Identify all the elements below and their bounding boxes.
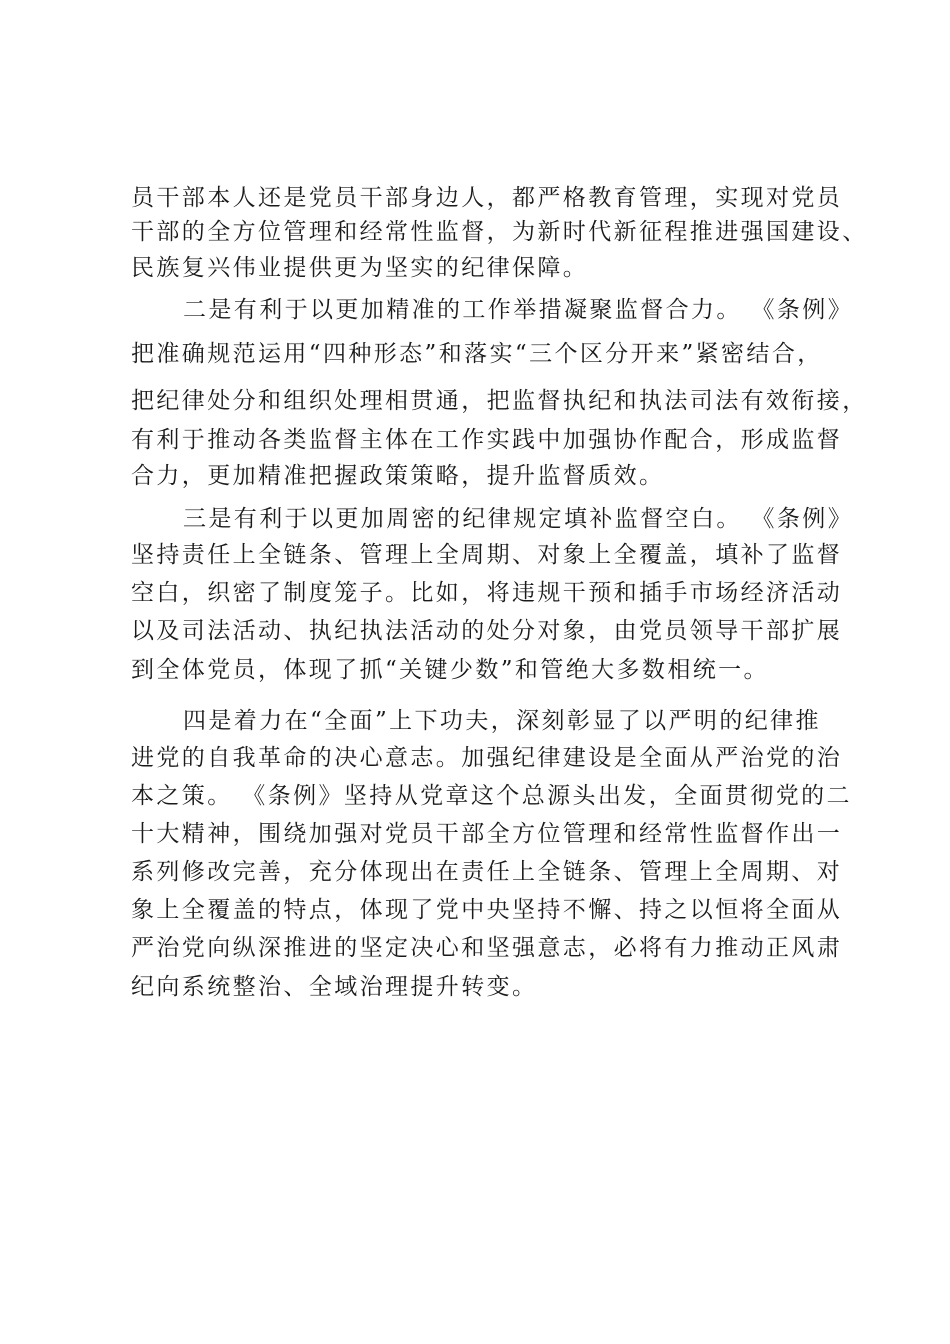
text-line-18: 系列修改完善，充分体现出在责任上全链条、管理上全周期、对: [131, 859, 843, 885]
text-line-15: 进党的自我革命的决心意志。加强纪律建设是全面从严治党的治: [131, 745, 843, 771]
text-line-11: 空白，织密了制度笼子。比如，将违规干预和插手市场经济活动: [131, 580, 843, 606]
text-line-13: 到全体党员，体现了抓“关键少数”和管绝大多数相统一。: [131, 657, 769, 683]
text-line-5: 把准确规范运用“四种形态”和落实“三个区分开来”紧密结合，: [131, 341, 823, 367]
text-line-21: 纪向系统整治、全域治理提升转变。: [131, 974, 538, 1000]
text-line-19: 象上全覆盖的特点，体现了党中央坚持不懈、持之以恒将全面从: [131, 897, 843, 923]
text-line-7: 有利于推动各类监督主体在工作实践中加强协作配合，形成监督: [131, 427, 843, 453]
text-line-1: 员干部本人还是党员干部身边人，都严格教育管理，实现对党员: [131, 185, 843, 211]
paragraph-2-line-1: 二是有利于以更加精准的工作举措凝聚监督合力。 《条例》: [183, 297, 854, 323]
text-line-3: 民族复兴伟业提供更为坚实的纪律保障。: [131, 255, 589, 281]
text-line-16: 本之策。 《条例》坚持从党章这个总源头出发，全面贯彻党的二: [131, 783, 852, 809]
paragraph-4-line-1: 四是着力在“全面”上下功夫，深刻彰显了以严明的纪律推: [183, 708, 821, 734]
paragraph-3-line-1: 三是有利于以更加周密的纪律规定填补监督空白。 《条例》: [183, 506, 854, 532]
text-line-20: 严治党向纵深推进的坚定决心和坚强意志，必将有力推动正风肃: [131, 935, 843, 961]
text-line-17: 十大精神，围绕加强对党员干部全方位管理和经常性监督作出一: [131, 821, 843, 847]
text-line-8: 合力，更加精准把握政策策略，提升监督质效。: [131, 463, 665, 489]
text-line-12: 以及司法活动、执纪执法活动的处分对象，由党员领导干部扩展: [131, 618, 843, 644]
text-line-2: 干部的全方位管理和经常性监督，为新时代新征程推进强国建设、: [131, 219, 868, 245]
text-line-6: 把纪律处分和组织处理相贯通，把监督执纪和执法司法有效衔接，: [131, 388, 868, 414]
text-line-10: 坚持责任上全链条、管理上全周期、对象上全覆盖，填补了监督: [131, 542, 843, 568]
